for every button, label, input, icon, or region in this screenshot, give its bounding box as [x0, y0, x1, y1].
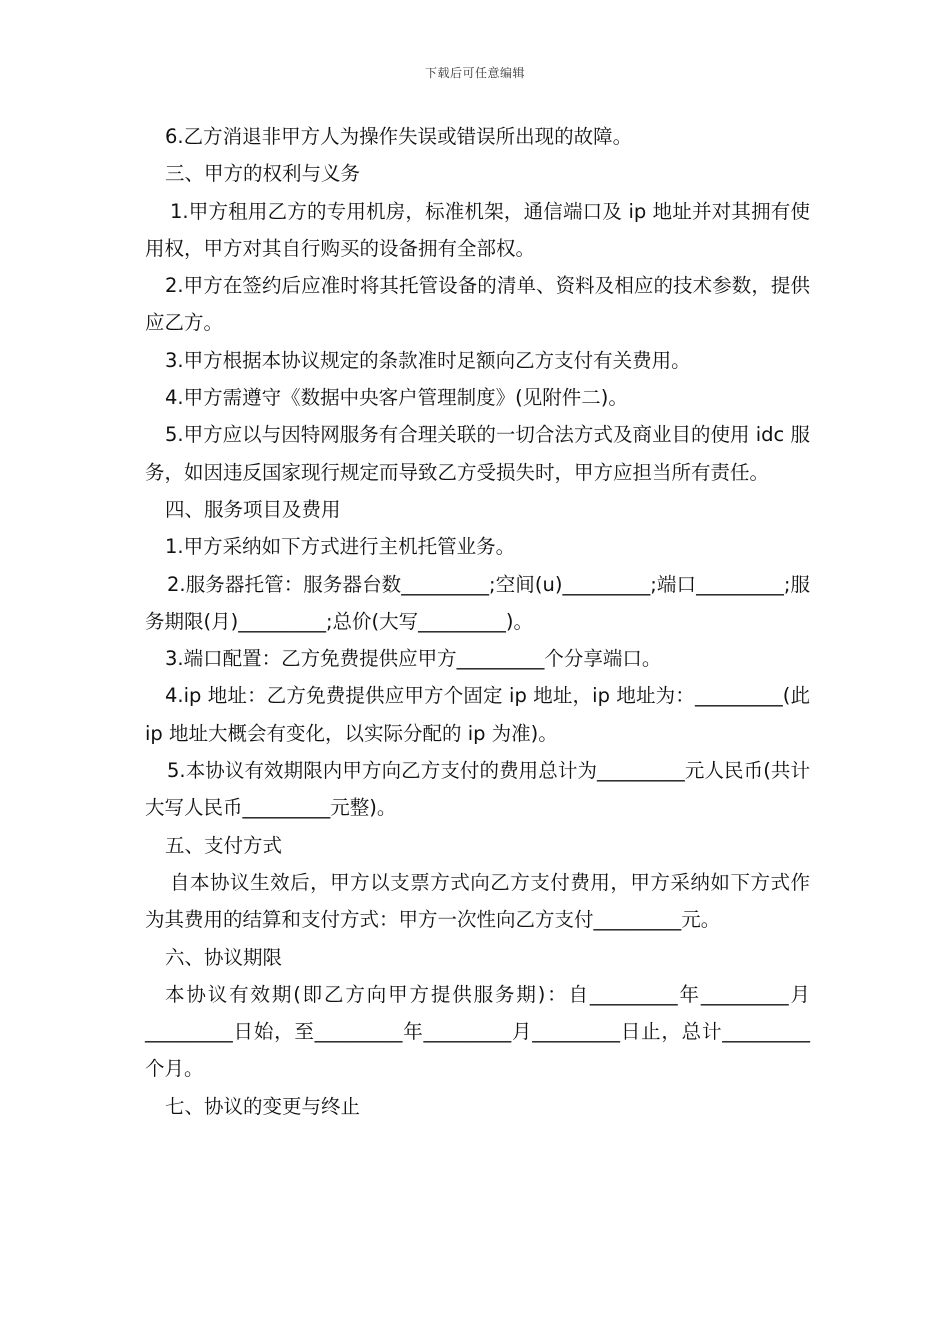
section-heading-7: 七、协议的变更与终止 [165, 1094, 361, 1118]
page-header: 下载后可任意编辑 [424, 66, 525, 80]
clause-2-6: 6.乙方消退非甲方人为操作失误或错误所出现的故障。 [165, 125, 633, 148]
clause-4-2: 2.服务器托管：服务器台数_________;空间(u)_________;端口_________;服务期限(月)_________;总价(大写_________)。 [145, 572, 810, 633]
clause-3-4: 4.甲方需遵守《数据中央客户管理制度》(见附件二)。 [165, 386, 628, 410]
clause-4-4: 4.ip 地址：乙方免费提供应甲方个固定 ip 地址，ip 地址为：_________(此 ip 地址大概会有变化，以实际分配的 ip 为准)。 [145, 684, 810, 745]
term-clause: 本协议有效期(即乙方向甲方提供服务期)：自_________年_________月_________日始，至_________年_________月_________日止，总计_________个月。 [145, 982, 810, 1081]
section-heading-3: 三、甲方的权利与义务 [165, 162, 361, 186]
document-body [145, 118, 810, 1125]
section-heading-4: 四、服务项目及费用 [165, 497, 341, 521]
clause-3-1: 1.甲方租用乙方的专用机房，标准机架，通信端口及 ip 地址并对其拥有使用权，甲方对其自行购买的设备拥有全部权。 [145, 199, 810, 260]
section-heading-6: 六、协议期限 [165, 945, 283, 969]
clause-4-1: 1.甲方采纳如下方式进行主机托管业务。 [165, 535, 516, 559]
payment-clause: 自本协议生效后，甲方以支票方式向乙方支付费用，甲方采纳如下方式作为其费用的结算和支付方式：甲方一次性向乙方支付_________元。 [145, 870, 810, 932]
clause-4-3: 3.端口配置：乙方免费提供应甲方_________个分享端口。 [165, 647, 662, 671]
clause-3-2: 2.甲方在签约后应准时将其托管设备的清单、资料及相应的技术参数，提供应乙方。 [145, 274, 810, 335]
clause-3-3: 3.甲方根据本协议规定的条款准时足额向乙方支付有关费用。 [165, 348, 691, 372]
clause-4-5: 5.本协议有效期限内甲方向乙方支付的费用总计为_________元人民币(共计大写人民币_________元整)。 [145, 759, 810, 820]
section-heading-5: 五、支付方式 [165, 833, 283, 857]
clause-3-5: 5.甲方应以与因特网服务有合理关联的一切合法方式及商业目的使用 idc 服务，如因违反国家现行规定而导致乙方受损失时，甲方应担当所有责任。 [145, 423, 810, 484]
